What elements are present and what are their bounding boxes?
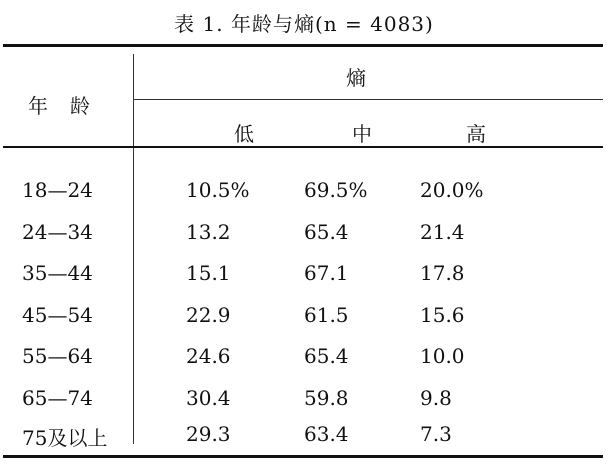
table-row [0, 303, 608, 343]
mid-column-header: 中 [352, 122, 372, 146]
mid-cell: 61.5 [304, 303, 349, 327]
age-cell: 18—24 [22, 178, 93, 202]
mid-cell: 63.4 [304, 422, 349, 446]
entropy-group-header: 熵 [346, 66, 366, 90]
high-cell: 21.4 [420, 220, 465, 244]
low-cell: 29.3 [186, 422, 231, 446]
mid-cell: 65.4 [304, 220, 349, 244]
low-cell: 30.4 [186, 386, 231, 410]
high-cell: 9.8 [420, 386, 452, 410]
age-cell: 75及以上 [22, 426, 108, 450]
table-row [0, 220, 608, 260]
mid-cell: 65.4 [304, 344, 349, 368]
age-cell: 55—64 [22, 344, 93, 368]
table-row [0, 422, 608, 462]
low-column-header: 低 [234, 122, 254, 146]
high-cell: 15.6 [420, 303, 465, 327]
low-cell: 10.5% [186, 178, 250, 202]
mid-cell: 69.5% [304, 178, 368, 202]
high-cell: 7.3 [420, 422, 452, 446]
age-cell: 24—34 [22, 220, 93, 244]
low-cell: 24.6 [186, 344, 231, 368]
high-cell: 20.0% [420, 178, 484, 202]
low-cell: 15.1 [186, 261, 231, 285]
mid-cell: 59.8 [304, 386, 349, 410]
age-cell: 65—74 [22, 386, 93, 410]
high-column-header: 高 [466, 122, 486, 146]
table-row [0, 178, 608, 218]
mid-cell: 67.1 [304, 261, 349, 285]
header-subrule [134, 99, 603, 100]
header-rule [3, 146, 603, 148]
low-cell: 13.2 [186, 220, 231, 244]
age-cell: 45—54 [22, 303, 93, 327]
age-column-header: 年龄 [28, 94, 112, 118]
top-rule [3, 44, 603, 47]
low-cell: 22.9 [186, 303, 231, 327]
high-cell: 17.8 [420, 261, 465, 285]
table-caption: 表 1. 年龄与熵(n = 4083) [174, 12, 434, 36]
table-row [0, 261, 608, 301]
table-row [0, 386, 608, 426]
high-cell: 10.0 [420, 344, 465, 368]
age-cell: 35—44 [22, 261, 93, 285]
table-row [0, 344, 608, 384]
